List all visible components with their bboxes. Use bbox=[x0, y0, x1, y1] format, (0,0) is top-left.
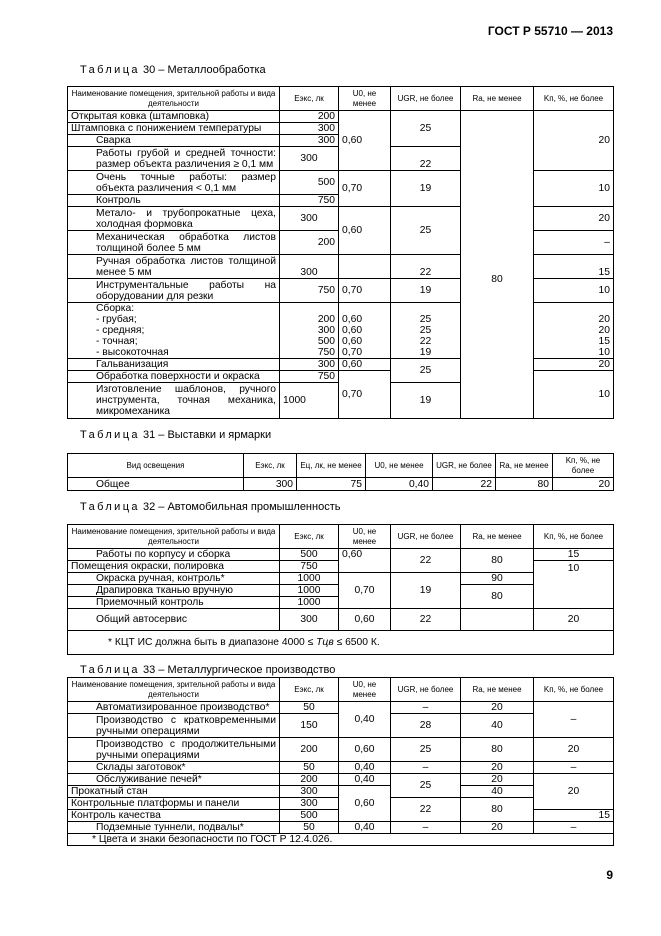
cell-u: 0,70 bbox=[339, 371, 391, 419]
cell-e: 300 bbox=[280, 147, 339, 171]
cell-e: 1000 bbox=[280, 585, 339, 597]
cell-ugr: 25 bbox=[391, 359, 461, 383]
row-name: Прокатный стан bbox=[68, 786, 280, 798]
cell-ra-empty bbox=[461, 609, 534, 631]
cell-u: 0,60 bbox=[339, 359, 391, 371]
table-33-caption: Таблица 33 – Металлургическое производство bbox=[80, 664, 336, 676]
col-header-ugr: UGR, не более bbox=[391, 678, 461, 702]
col-header-ra: Ra, не менее bbox=[461, 87, 534, 111]
col-header-ra: Ra, не менее bbox=[461, 525, 534, 549]
table-31-caption: Таблица 31 – Выставки и ярмарки bbox=[80, 429, 272, 441]
assembly-item: - высокоточная bbox=[96, 347, 169, 358]
cell-e: 300 bbox=[280, 359, 339, 371]
cell-ra: 90 bbox=[461, 573, 534, 585]
cell-kp: 20 bbox=[534, 207, 614, 231]
col-header-u: U0, не менее bbox=[339, 87, 391, 111]
cell-u: 0,60 bbox=[339, 207, 391, 255]
cell-ugr: 22 bbox=[391, 147, 461, 171]
cell-ra: 80 bbox=[461, 798, 534, 822]
cell-ugr: 19 bbox=[391, 383, 461, 419]
cell-e: 500 bbox=[280, 810, 339, 822]
cell-kp: 10 bbox=[534, 279, 614, 303]
cell-e: 200 bbox=[280, 738, 339, 762]
cell-ugr: 25 bbox=[391, 738, 461, 762]
cell-kp: 15 bbox=[534, 810, 614, 822]
cell-u: 0,60 bbox=[342, 336, 363, 347]
cell-ugr: 19 bbox=[391, 573, 461, 609]
cell-e: 300 bbox=[280, 123, 339, 135]
cell-u: 0,40 bbox=[366, 478, 433, 491]
table-33 bbox=[67, 677, 614, 846]
cell-e: 750 bbox=[280, 561, 339, 573]
row-name: Изготовление шаблонов, ручного инструмента, точная механика, микромеханика bbox=[68, 383, 280, 419]
page-number: 9 bbox=[606, 868, 613, 882]
cell-e: 200 bbox=[280, 231, 339, 255]
cell-ugr: 25 bbox=[391, 207, 461, 255]
cell-e: 750 bbox=[280, 279, 339, 303]
cell-ugr: 22 bbox=[391, 798, 461, 822]
cell-e: 150 bbox=[280, 714, 339, 738]
cell-e: 300 bbox=[317, 325, 335, 336]
row-name: Помещения окраски, полировка bbox=[68, 561, 280, 573]
cell-kp: – bbox=[534, 762, 614, 774]
cell-kp: – bbox=[534, 822, 614, 834]
cell-e: 200 bbox=[280, 111, 339, 123]
cell-e: 1000 bbox=[280, 597, 339, 609]
cell-e: 50 bbox=[280, 822, 339, 834]
table-30-caption: Таблица 30 – Металлообработка bbox=[80, 64, 266, 76]
row-name: Открытая ковка (штамповка) bbox=[68, 111, 280, 123]
cell-u: 0,70 bbox=[339, 279, 391, 303]
cell-e: 750 bbox=[317, 347, 335, 358]
cell-ugr: 22 bbox=[433, 478, 496, 491]
cell-ugr: – bbox=[391, 702, 461, 714]
col-header-ugr: UGR, не более bbox=[391, 87, 461, 111]
col-header-kp: Kп, %, не более bbox=[534, 87, 614, 111]
cell-ugr: 25 bbox=[419, 325, 432, 336]
cell-kp: 15 bbox=[598, 336, 610, 347]
cell-ugr: 28 bbox=[391, 714, 461, 738]
cell-u: 0,60 bbox=[342, 314, 363, 325]
cell-kp: 15 bbox=[534, 549, 614, 561]
col-header-ra: Ra, не менее bbox=[496, 454, 553, 478]
row-name: Производство с продолжительными ручными операциями bbox=[68, 738, 280, 762]
cell-kp: 10 bbox=[534, 371, 614, 419]
assembly-title: Сборка: bbox=[96, 303, 135, 314]
cell-e: 200 bbox=[317, 314, 335, 325]
row-name: Работы грубой и средней точности: размер объекта различения ≥ 0,1 мм bbox=[68, 147, 280, 171]
row-name: Метало- и трубопрокатные цеха, холодная формовка bbox=[68, 207, 280, 231]
document-id: ГОСТ Р 55710 — 2013 bbox=[487, 24, 613, 38]
cell-kp: 20 bbox=[534, 111, 614, 171]
row-name: Общий автосервис bbox=[68, 609, 280, 631]
row-name: Драпировка тканью вручную bbox=[68, 585, 280, 597]
assembly-group bbox=[68, 303, 280, 359]
cell-e: 300 bbox=[280, 609, 339, 631]
col-header-name: Наименование помещения, зрительной работы и вида деятельности bbox=[68, 87, 280, 111]
cell-e: 300 bbox=[280, 207, 339, 231]
col-header-ugr: UGR, не более bbox=[391, 525, 461, 549]
cell-ra: 80 bbox=[496, 478, 553, 491]
col-header-u: U0, не менее bbox=[339, 678, 391, 702]
cell-e: 50 bbox=[280, 762, 339, 774]
row-name: Автоматизированное производство* bbox=[68, 702, 280, 714]
table-30 bbox=[67, 86, 614, 419]
cell-e: 300 bbox=[280, 798, 339, 810]
col-header-e: Eэкс, лк bbox=[244, 454, 297, 478]
cell-e: 500 bbox=[280, 549, 339, 561]
col-header-name: Наименование помещения, зрительной работы и вида деятельности bbox=[68, 678, 280, 702]
cell-kp: 15 bbox=[534, 255, 614, 279]
cell-e: 300 bbox=[244, 478, 297, 491]
col-header-e: Eэкс, лк bbox=[280, 87, 339, 111]
col-header-e2: Eц, лк, не менее bbox=[297, 454, 366, 478]
cell-ugr: 25 bbox=[419, 314, 432, 325]
cell-e: 500 bbox=[280, 171, 339, 195]
cell-ra: 80 bbox=[461, 738, 534, 762]
cell-kp: 20 bbox=[534, 609, 614, 631]
cell-u: 0,40 bbox=[339, 762, 391, 774]
row-name: Сварка bbox=[68, 135, 280, 147]
col-header-ugr: UGR, не более bbox=[433, 454, 496, 478]
assembly-item: - средняя; bbox=[96, 325, 145, 336]
col-header-u: U0, не менее bbox=[366, 454, 433, 478]
row-name: Работы по корпусу и сборка bbox=[68, 549, 280, 561]
cell-e: 300 bbox=[280, 135, 339, 147]
cell-u: 0,40 bbox=[339, 702, 391, 738]
cell-ugr: 22 bbox=[391, 255, 461, 279]
assembly-kp bbox=[534, 303, 614, 359]
row-name: Подземные туннели, подвалы* bbox=[68, 822, 280, 834]
row-name: Склады заготовок* bbox=[68, 762, 280, 774]
cell-e: 1000 bbox=[280, 573, 339, 585]
row-name: Очень точные работы: размер объекта различения < 0,1 мм bbox=[68, 171, 280, 195]
col-header-kp: Kп, %, не более bbox=[534, 525, 614, 549]
row-name: Механическая обработка листов толщиной более 5 мм bbox=[68, 231, 280, 255]
cell-ra: 80 bbox=[461, 111, 534, 419]
cell-u: 0,60 bbox=[342, 325, 363, 336]
cell-ugr: 22 bbox=[391, 609, 461, 631]
cell-ra: 20 bbox=[461, 702, 534, 714]
cell-ra: 80 bbox=[461, 549, 534, 573]
assembly-ugr bbox=[391, 303, 461, 359]
cell-e: 1000 bbox=[280, 383, 339, 419]
cell-kp: 10 bbox=[598, 347, 610, 358]
cell-e2: 75 bbox=[297, 478, 366, 491]
cell-ra: 20 bbox=[461, 762, 534, 774]
cell-u: 0,60 bbox=[339, 609, 391, 631]
col-header-kp: Kп, %, не более bbox=[553, 454, 614, 478]
row-name: Общее bbox=[68, 478, 244, 491]
col-header-ra: Ra, не менее bbox=[461, 678, 534, 702]
table-32 bbox=[67, 524, 614, 655]
col-header-name: Наименование помещения, зрительной работы и вида деятельности bbox=[68, 525, 280, 549]
cell-kp: 20 bbox=[598, 325, 610, 336]
row-name: Контрольные платформы и панели bbox=[68, 798, 280, 810]
table-32-footnote: * КЦТ ИС должна быть в диапазоне 4000 ≤ Tцв ≤ 6500 К. bbox=[68, 631, 614, 655]
table-32-caption: Таблица 32 – Автомобильная промышленность bbox=[80, 501, 341, 513]
col-header-e: Eэкс, лк bbox=[280, 678, 339, 702]
row-name: Штамповка с понижением температуры bbox=[68, 123, 280, 135]
cell-u-empty bbox=[339, 255, 391, 279]
cell-u: 0,60 bbox=[339, 111, 391, 171]
cell-ra: 40 bbox=[461, 786, 534, 798]
cell-kp: 20 bbox=[553, 478, 614, 491]
col-header-kp: Kп, %, не более bbox=[534, 678, 614, 702]
cell-ugr: 22 bbox=[419, 336, 432, 347]
cell-ugr: – bbox=[391, 762, 461, 774]
cell-kp: 20 bbox=[534, 774, 614, 810]
cell-kp: 10 bbox=[534, 561, 614, 609]
col-header-e: Eэкс, лк bbox=[280, 525, 339, 549]
row-name: Ручная обработка листов толщиной менее 5 мм bbox=[68, 255, 280, 279]
cell-e: 300 bbox=[280, 786, 339, 798]
assembly-e bbox=[280, 303, 339, 359]
cell-ugr: 25 bbox=[391, 111, 461, 147]
cell-u: 0,40 bbox=[339, 822, 391, 834]
assembly-item: - точная; bbox=[96, 336, 138, 347]
cell-ra: 20 bbox=[461, 822, 534, 834]
assembly-u bbox=[339, 303, 391, 359]
row-name: Обработка поверхности и окраска bbox=[68, 371, 280, 383]
cell-ra: 40 bbox=[461, 714, 534, 738]
row-name: Контроль bbox=[68, 195, 280, 207]
cell-kp: 20 bbox=[598, 314, 610, 325]
row-name: Приемочный контроль bbox=[68, 597, 280, 609]
cell-e: 750 bbox=[280, 195, 339, 207]
cell-e: 500 bbox=[317, 336, 335, 347]
cell-kp: – bbox=[534, 231, 614, 255]
row-name: Обслуживание печей* bbox=[68, 774, 280, 786]
row-name: Окраска ручная, контроль* bbox=[68, 573, 280, 585]
cell-u: 0,70 bbox=[342, 347, 363, 358]
cell-u: 0,60 bbox=[339, 549, 391, 573]
cell-ugr: – bbox=[391, 822, 461, 834]
cell-u: 0,70 bbox=[339, 573, 391, 609]
cell-kp: 20 bbox=[534, 359, 614, 371]
cell-u: 0,70 bbox=[339, 171, 391, 207]
cell-ugr: 19 bbox=[391, 171, 461, 207]
cell-e: 300 bbox=[280, 255, 339, 279]
assembly-item: - грубая; bbox=[96, 314, 137, 325]
cell-kp: 20 bbox=[534, 738, 614, 762]
cell-e: 750 bbox=[280, 371, 339, 383]
cell-ugr: 19 bbox=[419, 347, 432, 358]
cell-u: 0,40 bbox=[339, 774, 391, 786]
cell-kp: 10 bbox=[534, 171, 614, 207]
table-33-footnote: * Цвета и знаки безопасности по ГОСТ Р 12.4.026. bbox=[68, 834, 614, 846]
cell-e: 200 bbox=[280, 774, 339, 786]
row-name: Гальванизация bbox=[68, 359, 280, 371]
row-name: Контроль качества bbox=[68, 810, 280, 822]
row-name: Производство с кратковременными ручными операциями bbox=[68, 714, 280, 738]
cell-ugr: 25 bbox=[391, 774, 461, 798]
col-header-name: Вид освещения bbox=[68, 454, 244, 478]
cell-e: 50 bbox=[280, 702, 339, 714]
cell-u: 0,60 bbox=[339, 786, 391, 822]
cell-ugr: 22 bbox=[391, 549, 461, 573]
cell-ra: 80 bbox=[461, 585, 534, 609]
table-31 bbox=[67, 453, 614, 491]
cell-kp: – bbox=[534, 702, 614, 738]
cell-ugr: 19 bbox=[391, 279, 461, 303]
col-header-u: U0, не менее bbox=[339, 525, 391, 549]
row-name: Инструментальные работы на оборудовании для резки bbox=[68, 279, 280, 303]
cell-ra: 20 bbox=[461, 774, 534, 786]
cell-u: 0,60 bbox=[339, 738, 391, 762]
